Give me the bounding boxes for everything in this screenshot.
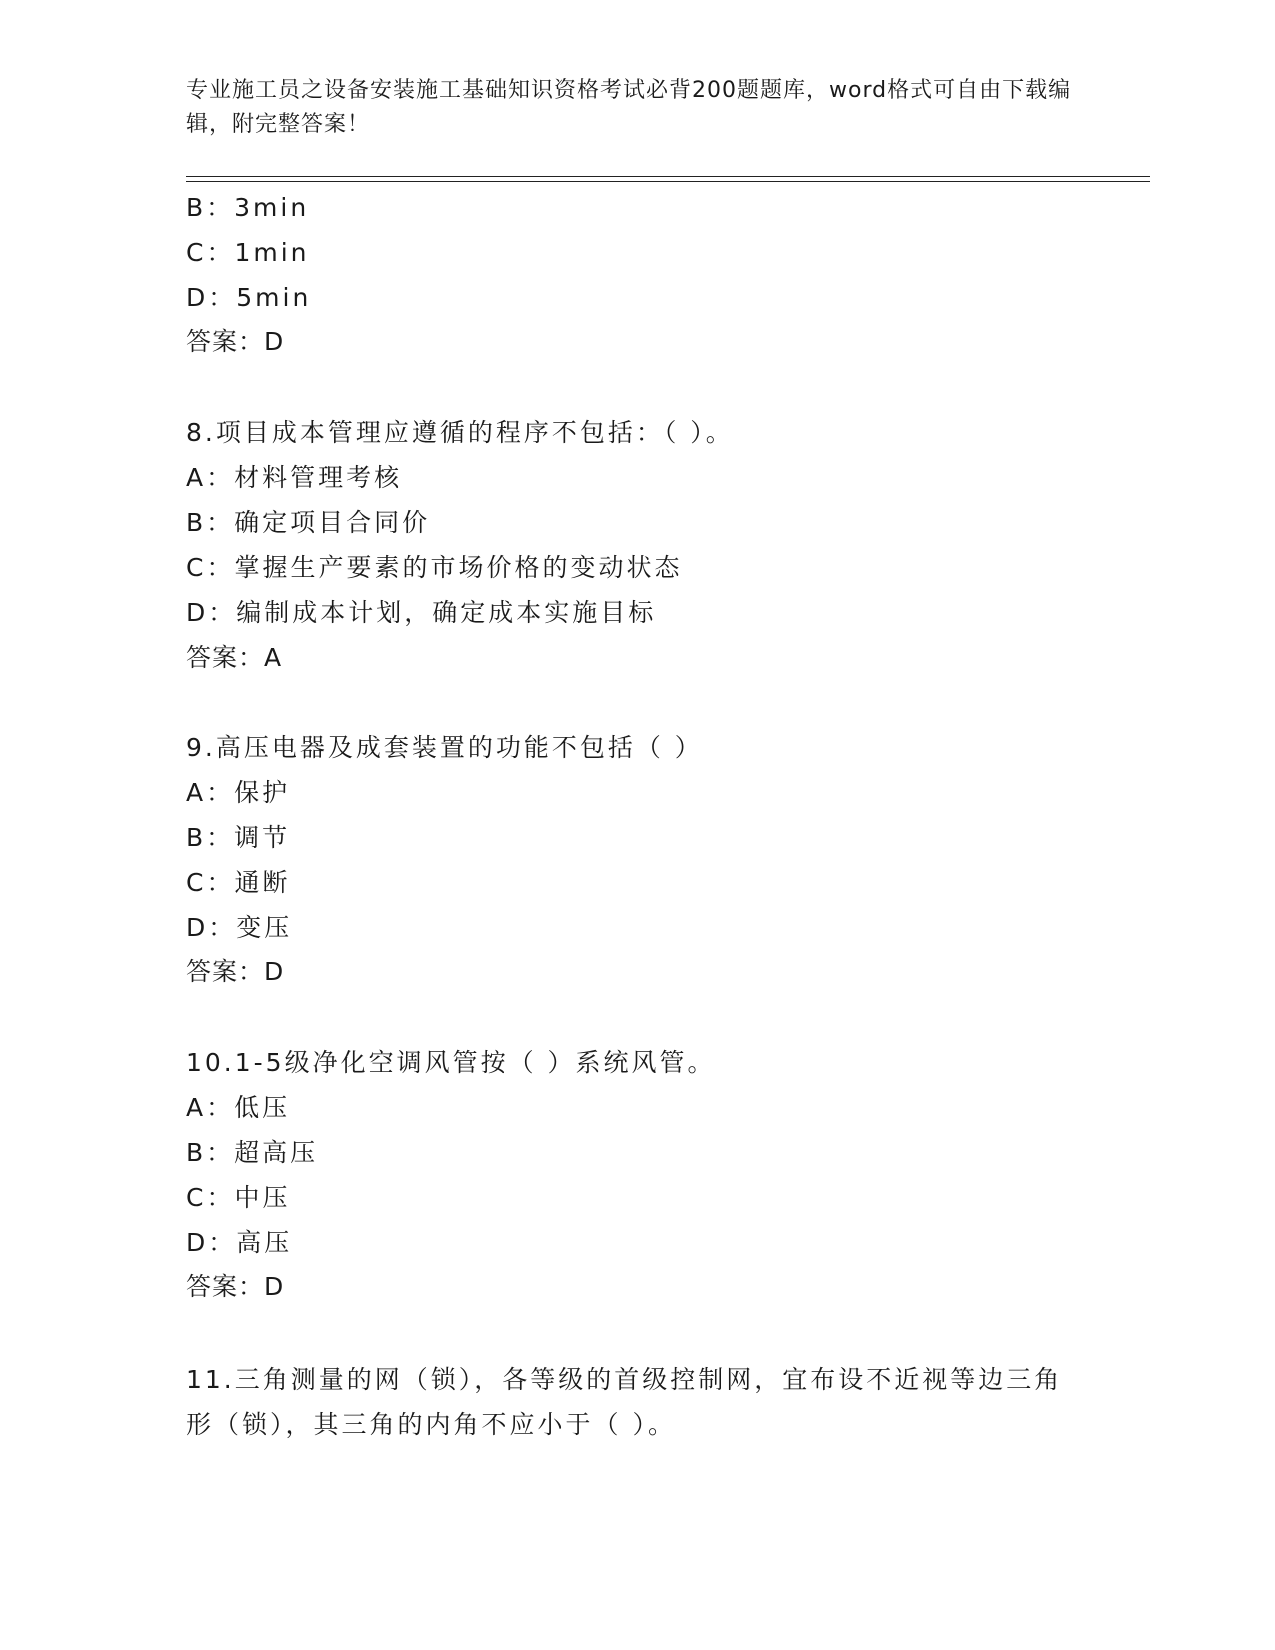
question-11: 11.三角测量的网（锁），各等级的首级控制网，宜布设不近视等边三角形（锁），其三角的内角不应小于（ ）。 xyxy=(186,1365,1063,1439)
header-rule-top xyxy=(186,176,1150,177)
q9-option-c: C：通断 xyxy=(186,868,291,897)
question-8: 8.项目成本管理应遵循的程序不包括：（ ）。 xyxy=(186,418,734,447)
option-b: B：3min xyxy=(186,193,310,222)
answer: 答案：D xyxy=(186,327,285,356)
q9-option-d: D：变压 xyxy=(186,913,293,942)
q10-option-d: D：高压 xyxy=(186,1228,293,1257)
q8-answer: 答案：A xyxy=(186,643,283,672)
q9-option-a: A：保护 xyxy=(186,778,291,807)
option-d: D：5min xyxy=(186,283,312,312)
q10-answer: 答案：D xyxy=(186,1272,285,1301)
q8-option-c: C：掌握生产要素的市场价格的变动状态 xyxy=(186,553,683,582)
question-9: 9.高压电器及成套装置的功能不包括（ ） xyxy=(186,733,703,762)
q8-option-d: D：编制成本计划，确定成本实施目标 xyxy=(186,598,657,627)
question-10: 10.1-5级净化空调风管按（ ）系统风管。 xyxy=(186,1048,716,1077)
option-c: C：1min xyxy=(186,238,310,267)
q10-option-b: B：超高压 xyxy=(186,1138,319,1167)
q10-option-c: C：中压 xyxy=(186,1183,291,1212)
header-rule-bottom xyxy=(186,181,1150,182)
q8-option-b: B：确定项目合同价 xyxy=(186,508,431,537)
document-header: 专业施工员之设备安装施工基础知识资格考试必背200题题库，word格式可自由下载编辑，附完整答案！ xyxy=(186,78,1072,137)
q8-option-a: A：材料管理考核 xyxy=(186,463,403,492)
q9-answer: 答案：D xyxy=(186,957,285,986)
q9-option-b: B：调节 xyxy=(186,823,291,852)
q10-option-a: A：低压 xyxy=(186,1093,291,1122)
